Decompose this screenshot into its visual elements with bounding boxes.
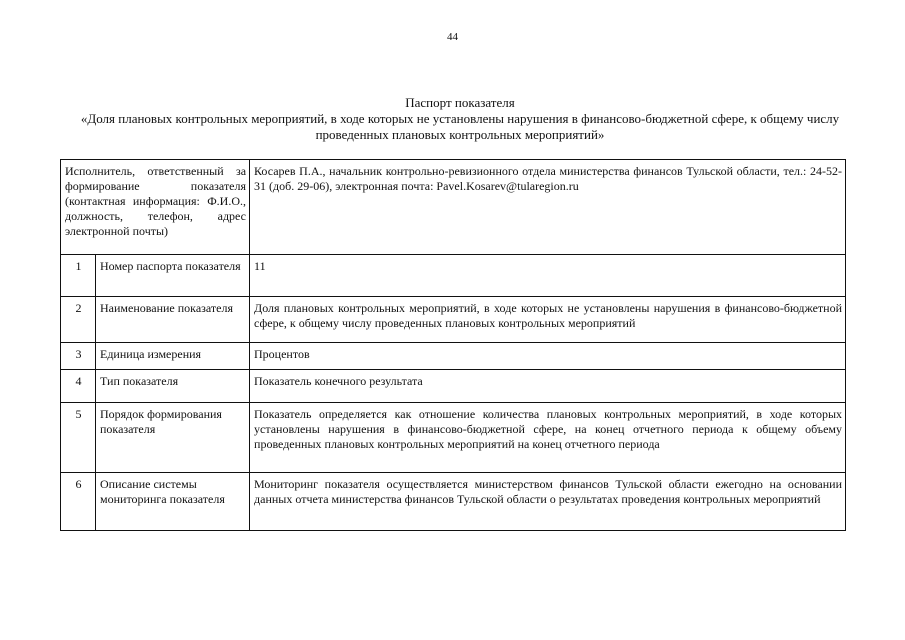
passport-table [60,159,846,531]
table-row [61,255,846,297]
owner-label: Исполнитель, ответственный за формирование показателя (контактная информация: Ф.И.О., должность, телефон, адрес электронной почты) [61,160,250,255]
table-row [61,370,846,403]
table-row [61,297,846,343]
row-number: 1 [61,255,96,297]
row-label: Тип показателя [96,370,250,403]
row-number: 4 [61,370,96,403]
row-value: Процентов [250,343,846,370]
page-number: 44 [447,31,458,43]
owner-value: Косарев П.А., начальник контрольно-ревизионного отдела министерства финансов Тульской области, тел.: 24-52-31 (доб. 29-06), электронная почта: Pavel.Kosarev@tularegion.ru [250,160,846,255]
row-number: 5 [61,403,96,473]
row-value: 11 [250,255,846,297]
title-heading: Паспорт показателя [405,95,515,110]
row-label: Описание системы мониторинга показателя [96,473,250,531]
row-number: 2 [61,297,96,343]
title-indicator-name: «Доля плановых контрольных мероприятий, в ходе которых не установлены нарушения в финансово-бюджетной сфере, к общему числу проведенных плановых контрольных мероприятий» [80,111,840,142]
document-title [80,95,840,143]
row-value: Показатель конечного результата [250,370,846,403]
row-label: Единица измерения [96,343,250,370]
row-number: 3 [61,343,96,370]
row-label: Номер паспорта показателя [96,255,250,297]
row-value: Мониторинг показателя осуществляется министерством финансов Тульской области ежегодно на основании данных отчета министерства финансов Тульской области о результатах проведения контрольных мероприятий [250,473,846,531]
row-value: Доля плановых контрольных мероприятий, в ходе которых не установлены нарушения в финансово-бюджетной сфере, к общему числу проведенных плановых контрольных мероприятий [250,297,846,343]
row-value: Показатель определяется как отношение количества плановых контрольных мероприятий, в ходе которых установлены нарушения в финансово-бюджетной сфере, на конец отчетного периода к общему объему проведенных плановых контрольных мероприятий на конец отчетного периода [250,403,846,473]
table-row [61,343,846,370]
row-label: Наименование показателя [96,297,250,343]
row-number: 6 [61,473,96,531]
table-row-owner [61,160,846,255]
table-row [61,403,846,473]
table-row [61,473,846,531]
row-label: Порядок формирования показателя [96,403,250,473]
